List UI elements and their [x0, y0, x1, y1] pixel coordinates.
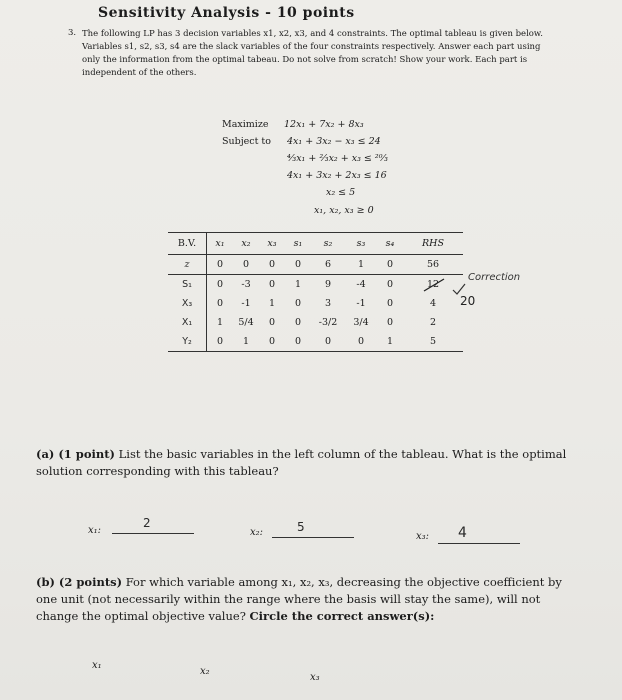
optimal-tableau — [168, 232, 463, 352]
tableau-row — [168, 332, 463, 352]
tableau-cell: 2 — [429, 317, 437, 328]
tableau-cell: 5 — [403, 332, 463, 352]
part-b-question — [36, 574, 576, 625]
crossed-out-rhs: 12 — [426, 279, 440, 290]
tableau-cell: 0 — [294, 298, 302, 309]
part-a-question — [36, 446, 576, 480]
tableau-row — [168, 275, 463, 295]
tableau-header-cell: s₂ — [311, 233, 345, 255]
tableau-header-cell: s₃ — [345, 233, 377, 255]
answer-x1-label: x₁: — [88, 525, 102, 536]
tableau-cell: 0 — [233, 255, 259, 275]
tableau-cell: 0 — [386, 298, 394, 309]
tableau-cell: Y₂ — [168, 332, 207, 352]
tableau-cell: 0 — [285, 332, 311, 352]
strike-mark-icon — [423, 277, 445, 293]
part-a-text: List the basic variables in the left column of the tableau. What is the optimal solution corresponding with this tableau? — [36, 447, 567, 478]
question-intro: The following LP has 3 decision variables x1, x2, x3, and 4 constraints. The optimal tableau is given below. Variables s1, s2, s3, s4 are the slack variables of the four constraints respectively. Answer each part using only the information from the optimal tabeau. Do not solve from scratch! Show your work. Each part is independent of the others. — [82, 29, 543, 78]
tableau-cell: 0 — [207, 255, 234, 275]
tableau-cell: 1 — [294, 279, 302, 290]
tableau-cell: -3/2 — [318, 317, 338, 328]
tableau-cell: 0 — [377, 255, 403, 275]
tableau-cell: 3/4 — [353, 317, 369, 328]
tableau-cell: 0 — [345, 332, 377, 352]
constraint-3: 4x₁ + 3x₂ + 2x₃ ≤ 16 — [287, 170, 387, 181]
tableau-row — [168, 313, 463, 332]
choice-x3[interactable]: x₃ — [310, 672, 320, 683]
tableau-header-cell: x₂ — [233, 233, 259, 255]
answer-x3-label: x₃: — [416, 531, 430, 542]
tableau-cell: 1 — [216, 317, 224, 328]
constraint-1: 4x₁ + 3x₂ − x₃ ≤ 24 — [287, 136, 381, 147]
tableau-cell: X₁ — [168, 313, 207, 332]
tableau-cell: -1 — [356, 298, 366, 309]
part-a-label: (a) (1 point) — [36, 447, 115, 461]
tableau-cell: 0 — [386, 317, 394, 328]
tableau-cell: 1 — [268, 298, 276, 309]
tableau-row — [168, 294, 463, 313]
corrected-rhs-value: 20 — [460, 294, 476, 308]
answer-x3-value: 4 — [458, 525, 467, 541]
tableau-header-row — [168, 233, 463, 255]
tableau-cell: 0 — [216, 298, 224, 309]
part-b-text: For which variable among x₁, x₂, x₃, decreasing the objective coefficient by one unit (not necessarily within the range where the basis will stay the same), will not change the optimal objective value? — [36, 575, 562, 623]
answer-x1-line — [112, 533, 194, 534]
tableau-cell: 1 — [233, 332, 259, 352]
tableau-cell: -4 — [356, 279, 366, 290]
tableau-cell: 56 — [403, 255, 463, 275]
tableau-header-cell: s₄ — [377, 233, 403, 255]
subject-to-label: Subject to — [222, 136, 271, 147]
tableau-cell: 0 — [259, 332, 285, 352]
choice-x1[interactable]: x₁ — [92, 660, 102, 671]
tableau-cell: 0 — [268, 279, 276, 290]
part-b-label: (b) (2 points) — [36, 575, 123, 589]
tableau-cell: 0 — [216, 279, 224, 290]
tableau-cell: 0 — [386, 279, 394, 290]
answer-x3-line — [438, 543, 520, 544]
tableau-cell: 5/4 — [238, 317, 254, 328]
objective-function: 12x₁ + 7x₂ + 8x₃ — [284, 119, 364, 130]
tableau-cell: -1 — [241, 298, 251, 309]
correction-note: Correction — [468, 272, 521, 283]
answer-x2-value: 5 — [297, 520, 305, 534]
answer-x2-label: x₂: — [250, 527, 264, 538]
tableau-cell: 0 — [285, 255, 311, 275]
constraint-4: x₂ ≤ 5 — [326, 187, 356, 198]
tableau-cell: 0 — [259, 255, 285, 275]
choice-x2[interactable]: x₂ — [200, 666, 210, 677]
tableau-header-cell: s₁ — [285, 233, 311, 255]
tableau-header-cell: B.V. — [168, 233, 207, 255]
tableau-cell: 0 — [311, 332, 345, 352]
tableau-header-cell: x₁ — [207, 233, 234, 255]
tableau-cell: 1 — [377, 332, 403, 352]
part-b-instruction: Circle the correct answer(s): — [249, 609, 435, 623]
tableau-row — [168, 255, 463, 275]
tableau-cell: X₃ — [168, 294, 207, 313]
page-title: Sensitivity Analysis - 10 points — [98, 5, 355, 21]
tableau-cell: 0 — [268, 317, 276, 328]
tableau-cell: 0 — [207, 332, 234, 352]
tableau-header-cell: RHS — [403, 233, 463, 255]
tableau-cell: 4 — [429, 298, 437, 309]
answer-x1-value: 2 — [143, 516, 151, 530]
nonnegativity-constraint: x₁, x₂, x₃ ≥ 0 — [314, 205, 374, 216]
tableau-cell: 6 — [311, 255, 345, 275]
question-number: 3. — [68, 28, 77, 38]
answer-x2-line — [272, 537, 354, 538]
constraint-2: ⁴⁄₃x₁ + ²⁄₃x₂ + x₃ ≤ ²⁰⁄₃ — [287, 153, 388, 164]
tableau-cell: 0 — [294, 317, 302, 328]
tableau-cell: z — [168, 255, 207, 275]
maximize-label: Maximize — [222, 119, 269, 130]
tableau-cell: S₁ — [168, 275, 207, 295]
tableau-header-cell: x₃ — [259, 233, 285, 255]
tableau-cell: 9 — [324, 279, 332, 290]
tableau-cell: 1 — [345, 255, 377, 275]
tableau-cell: 3 — [324, 298, 332, 309]
tableau-cell: -3 — [241, 279, 251, 290]
